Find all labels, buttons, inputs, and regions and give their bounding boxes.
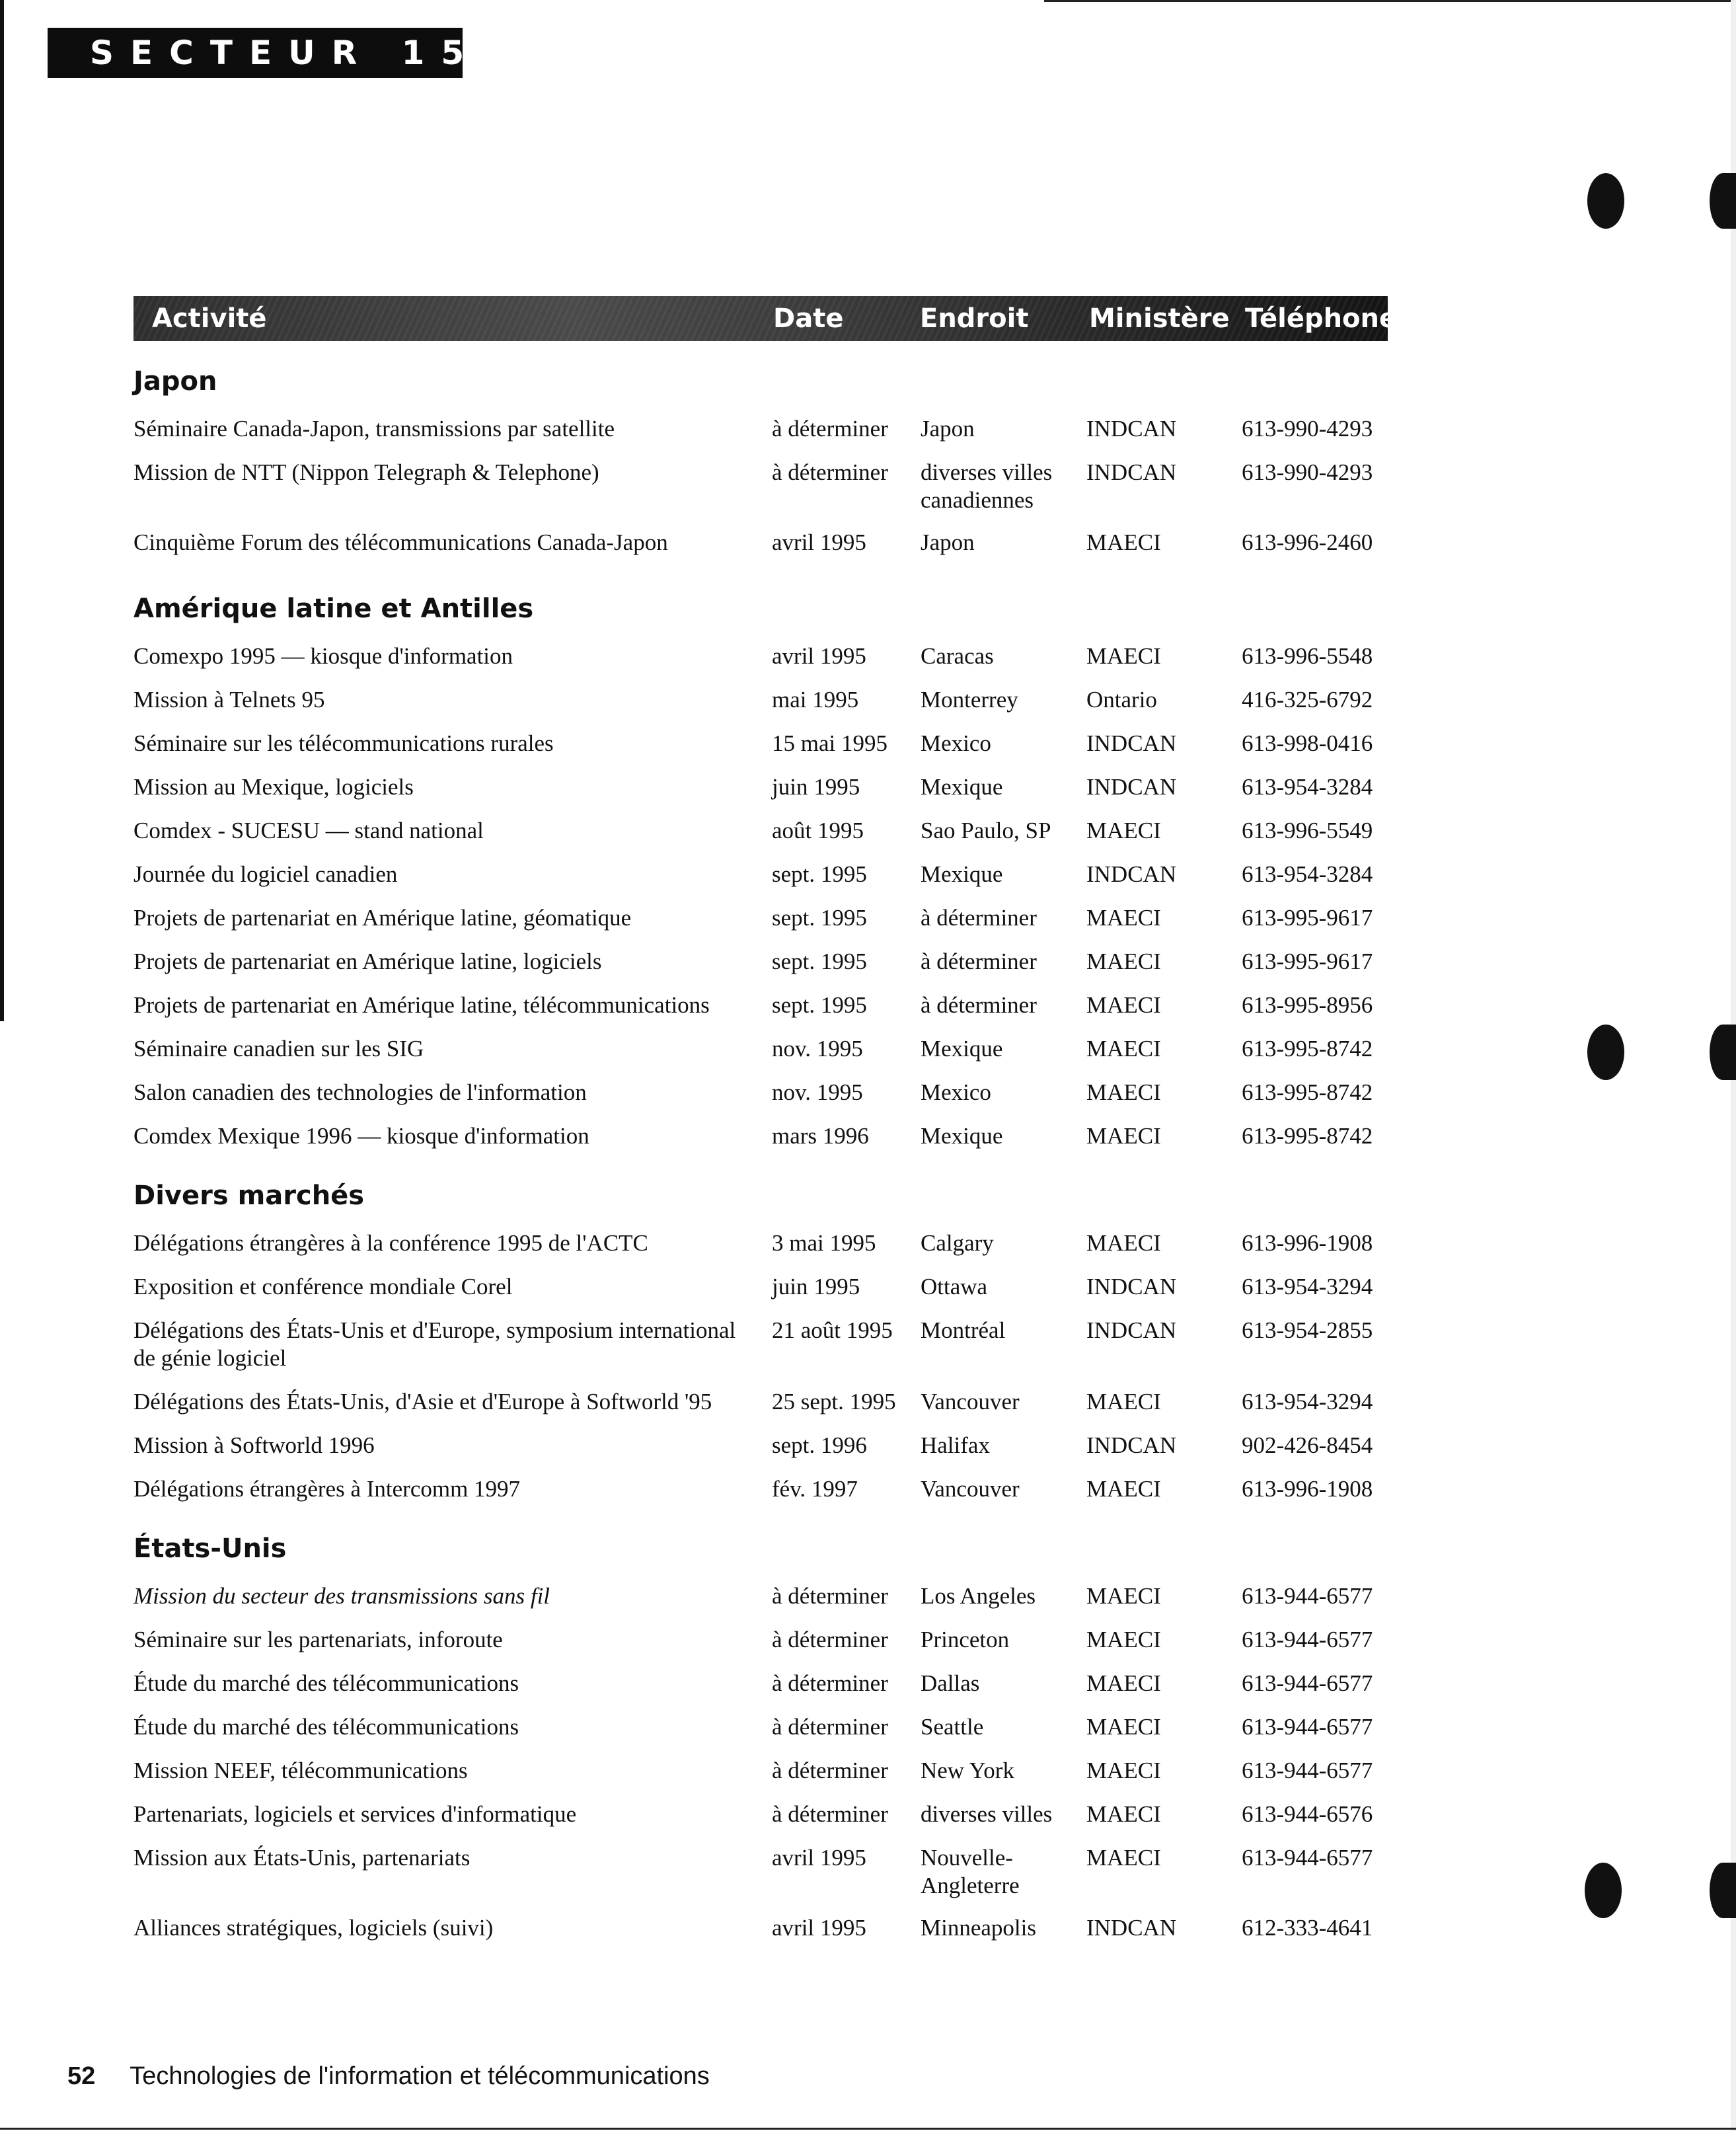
section-title: Divers marchés bbox=[133, 1181, 365, 1211]
table-row bbox=[0, 1121, 1736, 1171]
activity-cell: Mission de NTT (Nippon Telegraph & Telephone) bbox=[133, 459, 599, 485]
ministry-cell: MAECI bbox=[1086, 1758, 1161, 1783]
phone-cell: 613-996-1908 bbox=[1242, 1476, 1373, 1502]
page-number: 52 bbox=[67, 2062, 96, 2090]
phone-cell: 613-995-8742 bbox=[1242, 1036, 1373, 1062]
table-row bbox=[0, 1712, 1736, 1756]
ministry-cell: INDCAN bbox=[1086, 1915, 1177, 1941]
place-cell: Vancouver bbox=[921, 1476, 1020, 1502]
place-cell: Dallas bbox=[921, 1670, 980, 1696]
activity-cell: Séminaire sur les télécommunications rurales bbox=[133, 730, 554, 756]
ministry-cell: INDCAN bbox=[1086, 416, 1177, 442]
place-cell: Montréal bbox=[921, 1317, 1006, 1343]
table-row bbox=[0, 1843, 1736, 1913]
column-header-activity: Activité bbox=[152, 303, 267, 334]
phone-cell: 613-996-1908 bbox=[1242, 1230, 1373, 1256]
place-cell: New York bbox=[921, 1758, 1014, 1783]
activity-cell: Mission aux États-Unis, partenariats bbox=[133, 1845, 471, 1871]
phone-cell: 613-954-3284 bbox=[1242, 774, 1373, 800]
ministry-cell: MAECI bbox=[1086, 1583, 1161, 1609]
activity-cell: Mission à Softworld 1996 bbox=[133, 1432, 375, 1458]
date-cell: sept. 1995 bbox=[772, 949, 867, 974]
phone-cell: 613-995-9617 bbox=[1242, 905, 1373, 931]
table-row bbox=[0, 1387, 1736, 1430]
place-cell: Monterrey bbox=[921, 687, 1018, 713]
phone-cell: 613-995-8742 bbox=[1242, 1079, 1373, 1105]
publication-title: Technologies de l'information et télécommunications bbox=[130, 2062, 710, 2090]
table-row bbox=[0, 1913, 1736, 1957]
activity-cell: Délégations étrangères à la conférence 1995 de l'ACTC bbox=[133, 1230, 648, 1256]
date-cell: à déterminer bbox=[772, 1627, 888, 1652]
ministry-cell: MAECI bbox=[1086, 1845, 1161, 1871]
place-cell: Mexique bbox=[921, 774, 1003, 800]
table-row bbox=[0, 1077, 1736, 1121]
table-row bbox=[0, 1581, 1736, 1625]
table-row bbox=[0, 641, 1736, 685]
place-cell: Seattle bbox=[921, 1714, 984, 1740]
activity-cell: Mission au Mexique, logiciels bbox=[133, 774, 414, 800]
date-cell: 15 mai 1995 bbox=[772, 730, 887, 756]
ministry-cell: MAECI bbox=[1086, 1230, 1161, 1256]
place-cell: Mexico bbox=[921, 1079, 991, 1105]
column-header-place: Endroit bbox=[920, 303, 1029, 334]
place-cell: à déterminer bbox=[921, 992, 1037, 1018]
place-cell: Mexique bbox=[921, 1123, 1003, 1149]
date-cell: à déterminer bbox=[772, 416, 888, 442]
phone-cell: 613-954-3294 bbox=[1242, 1389, 1373, 1414]
activity-cell: Délégations étrangères à Intercomm 1997 bbox=[133, 1476, 521, 1502]
ministry-cell: INDCAN bbox=[1086, 730, 1177, 756]
date-cell: à déterminer bbox=[772, 1758, 888, 1783]
date-cell: à déterminer bbox=[772, 1714, 888, 1740]
date-cell: à déterminer bbox=[772, 459, 888, 485]
activity-cell: Délégations des États-Unis, d'Asie et d'Europe à Softworld '95 bbox=[133, 1389, 712, 1414]
ministry-cell: MAECI bbox=[1086, 1627, 1161, 1652]
table-row bbox=[0, 414, 1736, 457]
phone-cell: 613-954-2855 bbox=[1242, 1317, 1373, 1343]
column-header-ministry: Ministère bbox=[1089, 303, 1230, 334]
date-cell: sept. 1996 bbox=[772, 1432, 867, 1458]
table-row bbox=[0, 728, 1736, 772]
activity-cell: Séminaire sur les partenariats, inforoute bbox=[133, 1627, 503, 1652]
phone-cell: 613-944-6577 bbox=[1242, 1627, 1373, 1652]
activity-cell: Séminaire Canada-Japon, transmissions par satellite bbox=[133, 416, 615, 442]
table-row bbox=[0, 1799, 1736, 1843]
activity-cell: Étude du marché des télécommunications bbox=[133, 1670, 519, 1696]
phone-cell: 613-944-6577 bbox=[1242, 1670, 1373, 1696]
date-cell: août 1995 bbox=[772, 818, 864, 843]
phone-cell: 613-995-9617 bbox=[1242, 949, 1373, 974]
ministry-cell: MAECI bbox=[1086, 992, 1161, 1018]
ministry-cell: INDCAN bbox=[1086, 1317, 1177, 1343]
date-cell: mars 1996 bbox=[772, 1123, 869, 1149]
phone-cell: 613-944-6577 bbox=[1242, 1583, 1373, 1609]
place-cell: Nouvelle-Angleterre bbox=[921, 1845, 1020, 1898]
ministry-cell: MAECI bbox=[1086, 949, 1161, 974]
date-cell: à déterminer bbox=[772, 1670, 888, 1696]
table-row bbox=[0, 457, 1736, 527]
ministry-cell: MAECI bbox=[1086, 818, 1161, 843]
phone-cell: 613-944-6577 bbox=[1242, 1714, 1373, 1740]
ministry-cell: INDCAN bbox=[1086, 1432, 1177, 1458]
table-row bbox=[0, 1668, 1736, 1712]
table-row bbox=[0, 527, 1736, 584]
phone-cell: 613-954-3284 bbox=[1242, 861, 1373, 887]
table-row bbox=[0, 1756, 1736, 1799]
phone-cell: 613-996-2460 bbox=[1242, 529, 1373, 555]
activity-cell: Comdex - SUCESU — stand national bbox=[133, 818, 484, 843]
table-row bbox=[0, 1272, 1736, 1315]
ministry-cell: MAECI bbox=[1086, 1036, 1161, 1062]
date-cell: avril 1995 bbox=[772, 643, 866, 669]
activity-cell: Exposition et conférence mondiale Corel bbox=[133, 1274, 513, 1299]
place-cell: à déterminer bbox=[921, 905, 1037, 931]
table-row bbox=[0, 1625, 1736, 1668]
place-cell: Princeton bbox=[921, 1627, 1010, 1652]
activity-cell: Comdex Mexique 1996 — kiosque d'information bbox=[133, 1123, 589, 1149]
place-cell: Mexico bbox=[921, 730, 991, 756]
column-header-phone: Téléphone bbox=[1245, 303, 1398, 334]
date-cell: avril 1995 bbox=[772, 1915, 866, 1941]
ministry-cell: MAECI bbox=[1086, 1389, 1161, 1414]
ministry-cell: MAECI bbox=[1086, 643, 1161, 669]
place-cell: Caracas bbox=[921, 643, 994, 669]
activity-cell: Projets de partenariat en Amérique latine, logiciels bbox=[133, 949, 602, 974]
ministry-cell: INDCAN bbox=[1086, 1274, 1177, 1299]
place-cell: Vancouver bbox=[921, 1389, 1020, 1414]
date-cell: nov. 1995 bbox=[772, 1079, 863, 1105]
ministry-cell: INDCAN bbox=[1086, 861, 1177, 887]
activity-cell: Journée du logiciel canadien bbox=[133, 861, 398, 887]
binder-hole-icon bbox=[1710, 173, 1736, 229]
bottom-rule bbox=[0, 2128, 1736, 2130]
phone-cell: 613-996-5549 bbox=[1242, 818, 1373, 843]
date-cell: 3 mai 1995 bbox=[772, 1230, 876, 1256]
place-cell: Japon bbox=[921, 416, 975, 442]
place-cell: Halifax bbox=[921, 1432, 990, 1458]
sector-label: SECTEUR 15 bbox=[48, 28, 463, 78]
ministry-cell: MAECI bbox=[1086, 1079, 1161, 1105]
table-row bbox=[0, 1430, 1736, 1474]
date-cell: 25 sept. 1995 bbox=[772, 1389, 896, 1414]
place-cell: Mexique bbox=[921, 1036, 1003, 1062]
date-cell: juin 1995 bbox=[772, 1274, 860, 1299]
ministry-cell: MAECI bbox=[1086, 1123, 1161, 1149]
date-cell: 21 août 1995 bbox=[772, 1317, 893, 1343]
table-row bbox=[0, 859, 1736, 903]
activity-cell: Séminaire canadien sur les SIG bbox=[133, 1036, 424, 1062]
phone-cell: 613-990-4293 bbox=[1242, 416, 1373, 442]
table-row bbox=[0, 903, 1736, 947]
date-cell: avril 1995 bbox=[772, 1845, 866, 1871]
date-cell: sept. 1995 bbox=[772, 861, 867, 887]
activity-cell: Délégations des États-Unis et d'Europe, symposium international de génie logiciel bbox=[133, 1317, 736, 1371]
page-footer bbox=[67, 2062, 710, 2091]
activity-cell: Projets de partenariat en Amérique latine, télécommunications bbox=[133, 992, 710, 1018]
phone-cell: 612-333-4641 bbox=[1242, 1915, 1373, 1941]
date-cell: sept. 1995 bbox=[772, 905, 867, 931]
ministry-cell: MAECI bbox=[1086, 1714, 1161, 1740]
place-cell: diverses villes bbox=[921, 1801, 1053, 1827]
phone-cell: 613-944-6577 bbox=[1242, 1845, 1373, 1871]
activity-cell: Comexpo 1995 — kiosque d'information bbox=[133, 643, 513, 669]
activity-cell: Mission NEEF, télécommunications bbox=[133, 1758, 468, 1783]
phone-cell: 613-995-8742 bbox=[1242, 1123, 1373, 1149]
phone-cell: 613-944-6577 bbox=[1242, 1758, 1373, 1783]
table-row bbox=[0, 816, 1736, 859]
ministry-cell: MAECI bbox=[1086, 1476, 1161, 1502]
activity-cell: Étude du marché des télécommunications bbox=[133, 1714, 519, 1740]
activity-cell: Alliances stratégiques, logiciels (suivi) bbox=[133, 1915, 494, 1941]
phone-cell: 613-998-0416 bbox=[1242, 730, 1373, 756]
ministry-cell: MAECI bbox=[1086, 529, 1161, 555]
phone-cell: 613-944-6576 bbox=[1242, 1801, 1373, 1827]
phone-cell: 613-995-8956 bbox=[1242, 992, 1373, 1018]
place-cell: à déterminer bbox=[921, 949, 1037, 974]
table-header bbox=[133, 296, 1398, 341]
phone-cell: 613-954-3294 bbox=[1242, 1274, 1373, 1299]
phone-cell: 416-325-6792 bbox=[1242, 687, 1373, 713]
section-title: Amérique latine et Antilles bbox=[133, 594, 534, 624]
activity-table bbox=[0, 357, 1736, 1957]
table-row bbox=[0, 1315, 1736, 1387]
section-title: États-Unis bbox=[133, 1533, 287, 1564]
table-row bbox=[0, 685, 1736, 728]
date-cell: nov. 1995 bbox=[772, 1036, 863, 1062]
section-title: Japon bbox=[133, 366, 217, 397]
table-row bbox=[0, 990, 1736, 1034]
place-cell: Mexique bbox=[921, 861, 1003, 887]
top-rule bbox=[1044, 0, 1736, 2]
place-cell: Calgary bbox=[921, 1230, 994, 1256]
column-header-date: Date bbox=[773, 303, 844, 334]
place-cell: diverses villes canadiennes bbox=[921, 459, 1053, 513]
date-cell: à déterminer bbox=[772, 1801, 888, 1827]
phone-cell: 902-426-8454 bbox=[1242, 1432, 1373, 1458]
date-cell: fév. 1997 bbox=[772, 1476, 858, 1502]
table-row bbox=[0, 1474, 1736, 1524]
ministry-cell: INDCAN bbox=[1086, 774, 1177, 800]
date-cell: mai 1995 bbox=[772, 687, 859, 713]
place-cell: Los Angeles bbox=[921, 1583, 1036, 1609]
table-row bbox=[0, 1228, 1736, 1272]
place-cell: Minneapolis bbox=[921, 1915, 1036, 1941]
binder-hole-icon bbox=[1587, 173, 1624, 229]
ministry-cell: MAECI bbox=[1086, 1670, 1161, 1696]
date-cell: avril 1995 bbox=[772, 529, 866, 555]
phone-cell: 613-990-4293 bbox=[1242, 459, 1373, 485]
ministry-cell: INDCAN bbox=[1086, 459, 1177, 485]
ministry-cell: Ontario bbox=[1086, 687, 1157, 713]
date-cell: juin 1995 bbox=[772, 774, 860, 800]
table-row bbox=[0, 947, 1736, 990]
activity-cell: Projets de partenariat en Amérique latine, géomatique bbox=[133, 905, 632, 931]
activity-cell: Mission à Telnets 95 bbox=[133, 687, 325, 713]
phone-cell: 613-996-5548 bbox=[1242, 643, 1373, 669]
ministry-cell: MAECI bbox=[1086, 905, 1161, 931]
date-cell: sept. 1995 bbox=[772, 992, 867, 1018]
ministry-cell: MAECI bbox=[1086, 1801, 1161, 1827]
date-cell: à déterminer bbox=[772, 1583, 888, 1609]
place-cell: Ottawa bbox=[921, 1274, 988, 1299]
table-row bbox=[0, 772, 1736, 816]
place-cell: Japon bbox=[921, 529, 975, 555]
activity-cell: Salon canadien des technologies de l'information bbox=[133, 1079, 587, 1105]
place-cell: Sao Paulo, SP bbox=[921, 818, 1051, 843]
table-row bbox=[0, 1034, 1736, 1077]
activity-cell: Mission du secteur des transmissions sans fil bbox=[133, 1583, 550, 1609]
activity-cell: Partenariats, logiciels et services d'informatique bbox=[133, 1801, 577, 1827]
activity-cell: Cinquième Forum des télécommunications Canada-Japon bbox=[133, 529, 668, 555]
